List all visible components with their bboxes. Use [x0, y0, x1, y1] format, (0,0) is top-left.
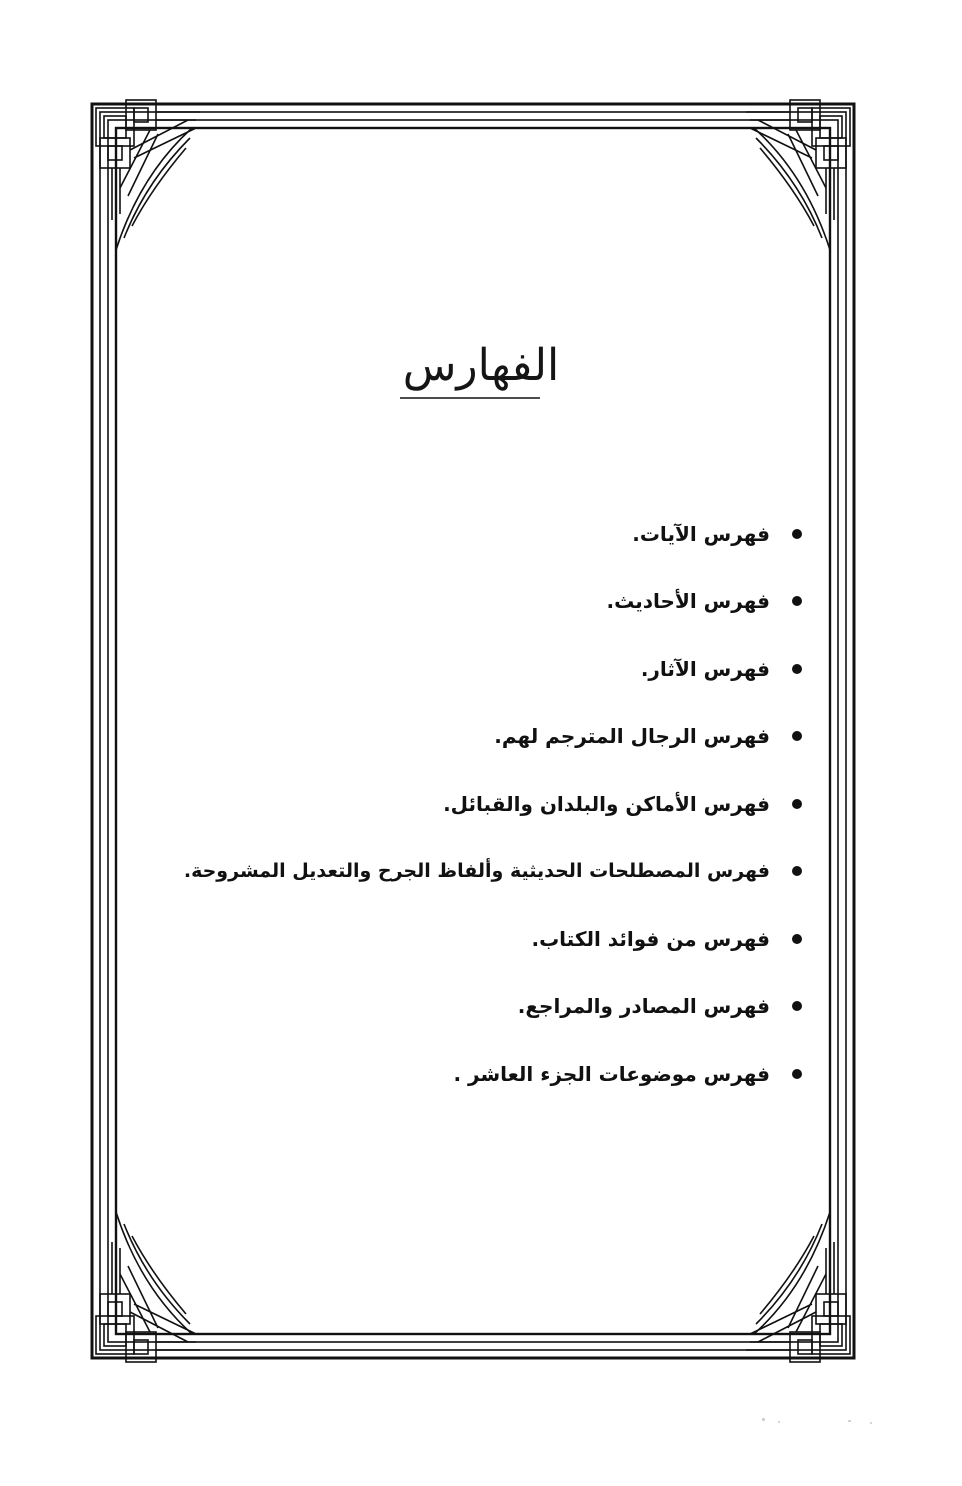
bullet-icon: [792, 596, 802, 606]
list-item: [142, 838, 802, 906]
list-item-label: فهرس الأماكن والبلدان والقبائل.: [443, 791, 770, 816]
bullet-icon: [792, 799, 802, 809]
scan-speck: [762, 1418, 765, 1421]
list-item: [142, 500, 802, 568]
list-item-label: فهرس الأحاديث.: [606, 589, 770, 614]
index-list: [142, 500, 802, 1108]
list-item-label: فهرس الآثار.: [640, 656, 770, 681]
bullet-icon: [792, 664, 802, 674]
scan-speck: [870, 1422, 872, 1424]
corner-ornament-top-right: [746, 100, 850, 250]
scan-speck: [778, 1421, 780, 1423]
list-item: [142, 703, 802, 771]
corner-ornament-top-left: [96, 100, 200, 250]
list-item-label: فهرس الرجال المترجم لهم.: [494, 724, 770, 749]
list-item: [142, 635, 802, 703]
list-item: [142, 1040, 802, 1108]
bullet-icon: [792, 1001, 802, 1011]
corner-ornament-bottom-right: [746, 1212, 850, 1362]
bullet-icon: [792, 866, 802, 876]
list-item: [142, 568, 802, 636]
bullet-icon: [792, 529, 802, 539]
bullet-icon: [792, 1069, 802, 1079]
list-item: [142, 905, 802, 973]
list-item-label: فهرس موضوعات الجزء العاشر .: [453, 1061, 770, 1086]
list-item-label: فهرس المصطلحات الحديثية وألفاظ الجرح والتعديل المشروحة.: [183, 860, 770, 883]
bullet-icon: [792, 731, 802, 741]
bullet-icon: [792, 934, 802, 944]
list-item-label: فهرس من فوائد الكتاب.: [531, 926, 770, 951]
list-item: [142, 973, 802, 1041]
corner-ornament-bottom-left: [96, 1212, 200, 1362]
scan-speck: [848, 1420, 851, 1422]
list-item-label: فهرس الآيات.: [632, 521, 770, 546]
list-item: [142, 770, 802, 838]
page-title: الفهارس: [402, 340, 560, 391]
list-item-label: فهرس المصادر والمراجع.: [517, 994, 770, 1019]
